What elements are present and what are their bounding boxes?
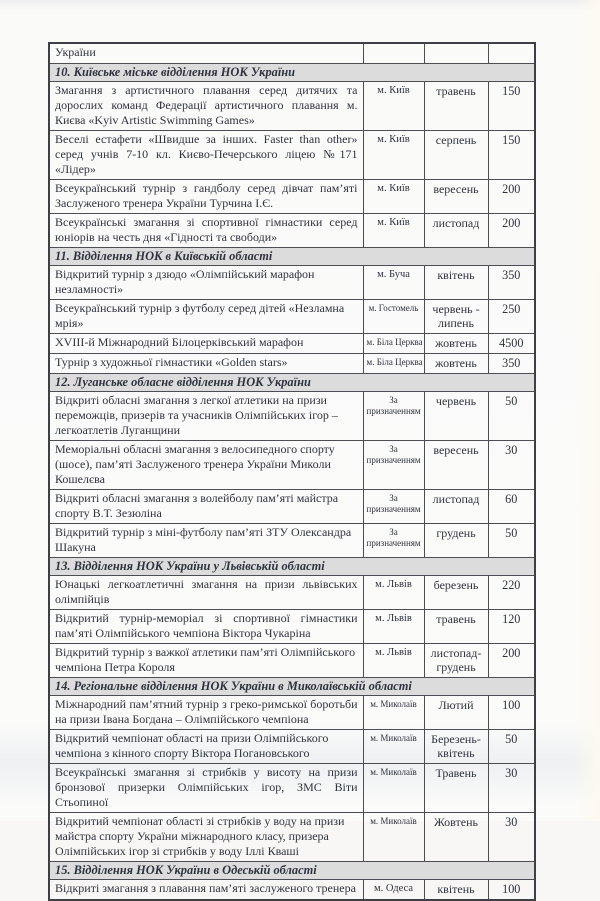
event-row [49,696,535,730]
event-location: За призначенням [363,441,424,490]
section-title: 10. Київське міське відділення НОК України [49,64,535,82]
section-title: 15. Відділення НОК України в Одеській області [49,862,535,880]
event-name: Змагання з артистичного плавання серед дитячих та дорослих команд Федерації артистичного плавання м. Києва «Kyiv Artistic Swimming Games» [49,82,363,131]
event-row [49,300,535,334]
event-month: листопад [424,214,488,248]
event-location: м. Буча [363,266,424,300]
event-month: травень [424,82,488,131]
empty-cell [363,43,424,64]
event-name: Відкритий турнір з важкої атлетики пам’яті Олімпійського чемпіона Петра Короля [49,644,363,678]
event-row [49,576,535,610]
event-amount: 150 [488,131,535,180]
event-name: XVIII-й Міжнародний Білоцерківський марафон [49,334,363,354]
section-title: 12. Луганське обласне відділення НОК України [49,374,535,392]
section-header [49,64,535,82]
event-location: м. Київ [363,82,424,131]
event-month: вересень [424,441,488,490]
event-name: Відкритий чемпіонат області зі стрибків у воду на призи майстра спорту України міжнародного класу, призера Олімпійських ігор зі стрибків у воду Іллі Кваші [49,813,363,862]
event-row [49,131,535,180]
section-header [49,862,535,880]
event-row [49,524,535,558]
event-row [49,441,535,490]
event-amount: 350 [488,266,535,300]
event-month: серпень [424,131,488,180]
section-header [49,558,535,576]
event-location: м. Біла Церква [363,334,424,354]
continuation-text: України [49,43,363,64]
event-location: м. Київ [363,180,424,214]
event-location: м. Львів [363,644,424,678]
event-row [49,214,535,248]
event-month: березень [424,576,488,610]
event-month: жовтень [424,354,488,374]
event-location: м. Київ [363,131,424,180]
event-row [49,813,535,862]
event-row [49,392,535,441]
event-location: м. Миколаїв [363,696,424,730]
event-month: жовтень [424,334,488,354]
event-month: червень [424,392,488,441]
event-name: Веселі естафети «Швидше за інших. Faster than other» серед учнів 7-10 кл. Києво-Печерського ліцею №171 «Лідер» [49,131,363,180]
event-location: За призначенням [363,524,424,558]
event-amount: 120 [488,610,535,644]
event-month: Березень-квітень [424,730,488,764]
event-month: Жовтень [424,813,488,862]
event-location: м. Гостомель [363,300,424,334]
event-amount: 250 [488,300,535,334]
event-month: листопад-грудень [424,644,488,678]
section-title: 14. Регіональне відділення НОК України в Миколаївській області [49,678,535,696]
event-name: Відкритий турнір з дзюдо «Олімпійський марафон незламності» [49,266,363,300]
event-month: квітень [424,880,488,901]
event-row [49,644,535,678]
event-amount: 350 [488,354,535,374]
event-name: Міжнародний пам’ятний турнір з греко-римської боротьби на призи Івана Богдана – Олімпійського чемпіона [49,696,363,730]
event-location: За призначенням [363,392,424,441]
event-amount: 220 [488,576,535,610]
event-row [49,82,535,131]
event-month: Лютий [424,696,488,730]
event-amount: 30 [488,441,535,490]
event-location: м. Львів [363,610,424,644]
section-header [49,248,535,266]
event-name: Відкритий чемпіонат області на призи Олімпійського чемпіона з кінного спорту Віктора Погановського [49,730,363,764]
event-amount: 50 [488,730,535,764]
event-row [49,880,535,901]
event-name: Всеукраїнські змагання зі спортивної гімнастики серед юніорів на честь дня «Гідності та свободи» [49,214,363,248]
event-amount: 100 [488,880,535,901]
event-amount: 30 [488,813,535,862]
event-name: Відкритий турнір з міні-футболу пам’яті ЗТУ Олександра Шакуна [49,524,363,558]
event-amount: 50 [488,524,535,558]
event-row [49,490,535,524]
event-location: м. Одеса [363,880,424,901]
event-row [49,180,535,214]
event-row [49,764,535,813]
event-location: м. Львів [363,576,424,610]
event-month: травень [424,610,488,644]
event-row [49,266,535,300]
section-title: 13. Відділення НОК України у Львівській області [49,558,535,576]
event-name: Відкриті обласні змагання з легкої атлетики на призи переможців, призерів та учасників Олімпійських ігор – легкоатлетів Луганщини [49,392,363,441]
event-month: листопад [424,490,488,524]
event-location: м. Біла Церква [363,354,424,374]
event-amount: 200 [488,644,535,678]
event-amount: 4500 [488,334,535,354]
event-month: вересень [424,180,488,214]
empty-cell [488,43,535,64]
event-location: м. Миколаїв [363,730,424,764]
event-location: м. Миколаїв [363,813,424,862]
event-row [49,730,535,764]
event-amount: 100 [488,696,535,730]
event-row [49,610,535,644]
event-name: Відкриті обласні змагання з волейболу пам’яті майстра спорту В.Т. Зезюліна [49,490,363,524]
event-amount: 50 [488,392,535,441]
continuation-row [49,43,535,64]
event-name: Відкритий турнір-меморіал зі спортивної гімнастики пам’яті Олімпійського чемпіона Віктора Чукаріна [49,610,363,644]
section-header [49,374,535,392]
event-month: грудень [424,524,488,558]
event-amount: 60 [488,490,535,524]
event-amount: 150 [488,82,535,131]
event-name: Меморіальні обласні змагання з велосипедного спорту (шосе), пам’яті Заслуженого тренера України Миколи Кошелєва [49,441,363,490]
event-month: квітень [424,266,488,300]
page-edge-shadow [574,0,600,821]
event-month: червень - липень [424,300,488,334]
event-amount: 30 [488,764,535,813]
event-location: За призначенням [363,490,424,524]
event-name: Турнір з художньої гімнастики «Golden stars» [49,354,363,374]
event-name: Відкриті змагання з плавання пам’яті заслуженого тренера [49,880,363,901]
event-location: м. Київ [363,214,424,248]
event-amount: 200 [488,214,535,248]
events-table [48,42,536,901]
event-row [49,354,535,374]
event-amount: 200 [488,180,535,214]
event-name: Всеукраїнський турнір з футболу серед дітей «Незламна мрія» [49,300,363,334]
event-row [49,334,535,354]
section-title: 11. Відділення НОК в Київській області [49,248,535,266]
section-header [49,678,535,696]
empty-cell [424,43,488,64]
event-name: Юнацькі легкоатлетичні змагання на призи львівських олімпійців [49,576,363,610]
event-month: Травень [424,764,488,813]
event-name: Всеукраїнські змагання зі стрибків у висоту на призи бронзової призерки Олімпійських ігор, ЗМС Віти Стьопиної [49,764,363,813]
event-location: м. Миколаїв [363,764,424,813]
event-name: Всеукраїнський турнір з гандболу серед дівчат пам’яті Заслуженого тренера України Турчина І.Є. [49,180,363,214]
